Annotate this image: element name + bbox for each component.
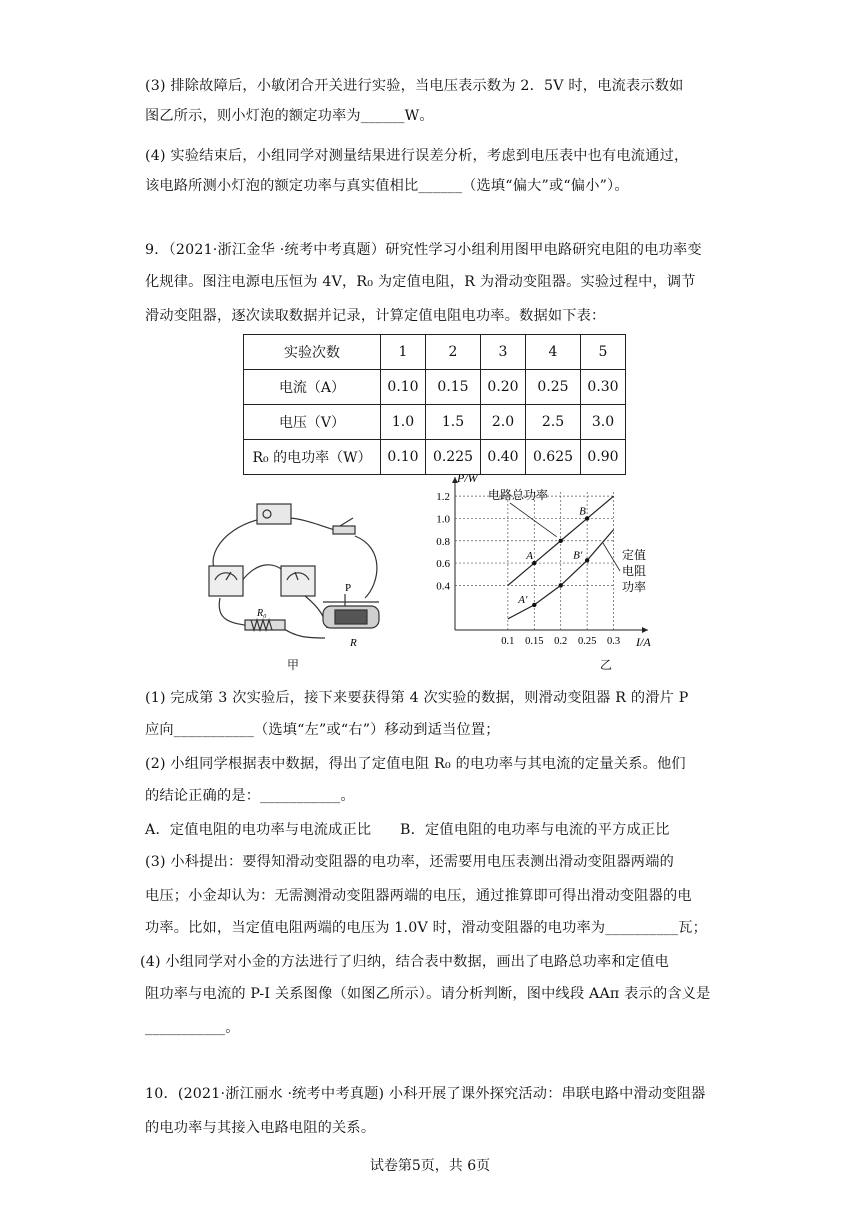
q8-part3-line1: (3) 排除故障后，小敏闭合开关进行实验，当电压表示数为 2．5V 时，电流表示数如 [145, 78, 684, 94]
q9-part1-line1: (1) 完成第 3 次实验后，接下来要获得第 4 次实验的数据，则滑动变阻器 R 的滑片 P [145, 690, 689, 706]
q9-part3-line2: 电压；小金却认为：无需测滑动变阻器两端的电压，通过推算即可得出滑动变阻器的电 [145, 888, 692, 904]
table-cell: 0.10 [381, 370, 426, 405]
table-cell: 0.225 [426, 440, 481, 475]
r0-label: R₀ [257, 608, 267, 619]
x-tick-label: 0.1 [501, 636, 515, 647]
table-cell: 0.625 [526, 440, 581, 475]
table-cell: 2 [426, 335, 481, 370]
fixed-power-pointer [603, 543, 620, 571]
q9-options: A．定值电阻的电功率与电流成正比 B．定值电阻的电功率与电流的平方成正比 [145, 822, 670, 838]
table-cell: 2.0 [481, 405, 526, 440]
q9-part3-line3: 功率。比如，当定值电阻两端的电压为 1.0V 时，滑动变阻器的电功率为__________瓦； [145, 920, 707, 936]
data-point [559, 539, 563, 543]
table-cell: 1.0 [381, 405, 426, 440]
table-cell: 1.5 [426, 405, 481, 440]
table-row [244, 370, 626, 405]
r-label: R [350, 637, 357, 649]
table-cell: 电压（V） [244, 405, 381, 440]
table-cell: 0.90 [581, 440, 626, 475]
x-axis-arrow [642, 627, 648, 633]
y-tick-label: 0.6 [436, 558, 450, 571]
y-tick-label: 0.4 [436, 580, 450, 593]
x-axis-label: I/A [636, 635, 651, 649]
pi-graph [410, 475, 660, 660]
q9-part1-line2: 应向___________（选填“左”或“右”）移动到适当位置； [145, 722, 500, 738]
total-power-label: 电路总功率 [488, 488, 549, 502]
data-point [559, 583, 563, 587]
fixed-power-label-1: 定值 [622, 548, 647, 562]
point-label-b-prime: B' [573, 549, 583, 562]
table-cell: 实验次数 [244, 335, 381, 370]
table-cell: 1 [381, 335, 426, 370]
y-axis-label: P/W [457, 475, 478, 485]
fixed-power-label-2: 电阻 [622, 564, 647, 578]
page-footer: 试卷第5页，共 6页 [369, 1158, 491, 1174]
q9-line3: 滑动变阻器，逐次读取数据并记录，计算定值电阻电功率。数据如下表： [145, 308, 606, 324]
slider-label: P [345, 582, 352, 594]
table-cell: 0.20 [481, 370, 526, 405]
figure-caption-yi: 乙 [600, 658, 613, 672]
point-label-b: B [579, 505, 586, 518]
q8-part3-line2: 图乙所示，则小灯泡的额定功率为______W。 [145, 108, 434, 124]
table-cell: 电流（A） [244, 370, 381, 405]
data-table [243, 334, 626, 475]
table-cell: 0.15 [426, 370, 481, 405]
table-cell: 2.5 [526, 405, 581, 440]
q9-part4-line2: 阻功率与电流的 P-I 关系图像（如图乙所示）。请分析判断，图中线段 AAπ 表示的含义是 [145, 986, 711, 1002]
data-point [532, 603, 536, 607]
table-row [244, 440, 626, 475]
q9-line2: 化规律。图注电源电压恒为 4V，R₀ 为定值电阻，R 为滑动变阻器。实验过程中，调节 [145, 274, 696, 290]
table-cell: 0.30 [581, 370, 626, 405]
circuit-figure [195, 488, 395, 658]
figure-caption-jia: 甲 [287, 658, 300, 672]
q9-part4-line1: (4) 小组同学对小金的方法进行了归纳，结合表中数据，画出了电路总功率和定值电 [140, 954, 669, 970]
x-tick-label: 0.25 [577, 636, 597, 647]
table-cell: 3.0 [581, 405, 626, 440]
x-tick-label: 0.3 [607, 636, 621, 647]
y-tick-label: 1.0 [436, 513, 450, 526]
table-cell: 3 [481, 335, 526, 370]
table-cell: R₀ 的电功率（W） [244, 440, 381, 475]
q9-line1: 9．（2021·浙江金华 ·统考中考真题）研究性学习小组利用图甲电路研究电阻的电功率变 [145, 242, 702, 258]
table-cell: 4 [526, 335, 581, 370]
q8-part4-line2: 该电路所测小灯泡的额定功率与真实值相比______（选填“偏大”或“偏小”）。 [145, 178, 629, 194]
x-tick-label: 0.2 [554, 636, 568, 647]
q10-line2: 的电功率与其接入电路电阻的关系。 [145, 1120, 376, 1136]
table-row [244, 335, 626, 370]
q9-part3-line1: (3) 小科提出：要得知滑动变阻器的电功率，还需要用电压表测出滑动变阻器两端的 [145, 854, 674, 870]
table-cell: 0.10 [381, 440, 426, 475]
q9-part4-line3: ___________。 [145, 1020, 240, 1036]
x-tick-label: 0.15 [525, 636, 544, 647]
data-point [585, 558, 589, 562]
point-label-a: A [526, 550, 534, 563]
table-cell: 5 [581, 335, 626, 370]
q10-line1: 10．(2021·浙江丽水 ·统考中考真题) 小科开展了课外探究活动：串联电路中滑动变阻器 [145, 1086, 706, 1102]
point-label-a-prime: A' [518, 593, 528, 606]
y-tick-label: 0.8 [436, 535, 450, 548]
q9-part2-line2: 的结论正确的是：___________。 [145, 788, 355, 804]
q8-part4-line1: (4) 实验结束后，小组同学对测量结果进行误差分析，考虑到电压表中也有电流通过， [145, 148, 689, 164]
table-row [244, 405, 626, 440]
table-cell: 0.40 [481, 440, 526, 475]
table-cell: 0.25 [526, 370, 581, 405]
y-tick-label: 1.2 [436, 491, 450, 504]
fixed-power-label-3: 功率 [622, 580, 647, 594]
total-power-pointer [510, 503, 557, 537]
q9-part2-line1: (2) 小组同学根据表中数据，得出了定值电阻 R₀ 的电功率与其电流的定量关系。他们 [145, 756, 686, 772]
